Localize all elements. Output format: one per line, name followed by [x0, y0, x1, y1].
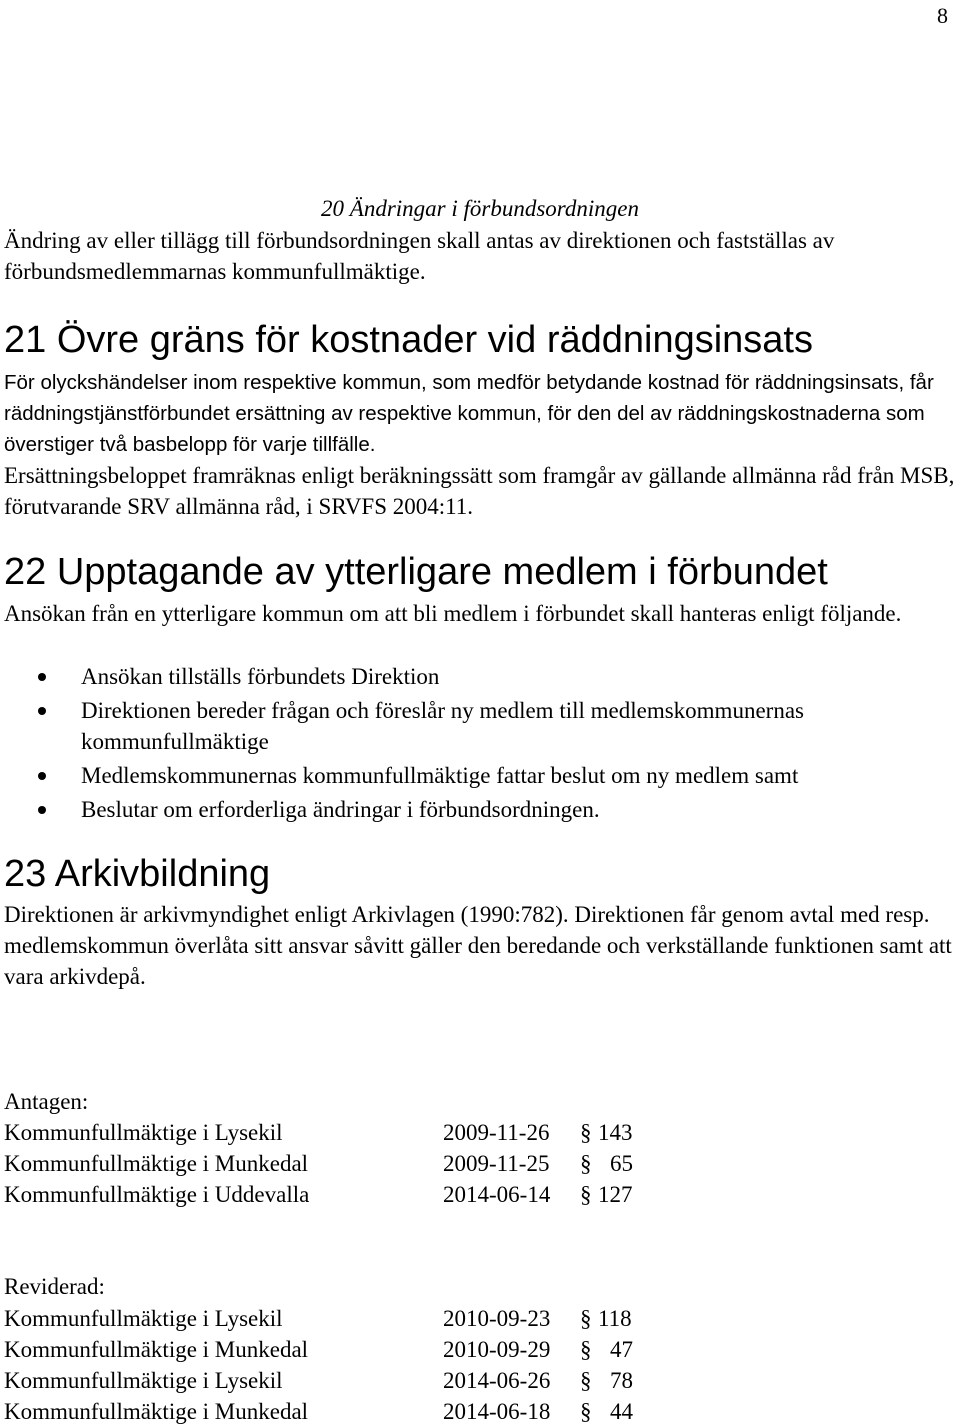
revised-row: [4, 1365, 904, 1396]
revised-body: Kommunfullmäktige i Munkedal: [4, 1399, 309, 1424]
revised-number: 118: [598, 1306, 632, 1331]
bullet-dot-icon: [38, 772, 46, 780]
revised-date: 2014-06-18: [443, 1399, 551, 1424]
adopted-body: Kommunfullmäktige i Munkedal: [4, 1151, 309, 1176]
revised-row: [4, 1334, 904, 1365]
revised-number: 47: [610, 1337, 633, 1362]
section-22-title: 22 Upptagande av ytterligare medlem i förbundet: [4, 551, 828, 593]
adopted-date: 2014-06-14: [443, 1182, 551, 1207]
section-sign: §: [580, 1337, 592, 1362]
bullet-dot-icon: [38, 673, 46, 681]
adopted-number: 127: [598, 1182, 633, 1207]
section-23-body: Direktionen är arkivmyndighet enligt Arkivlagen (1990:782). Direktionen får genom avtal med resp. medlemskommun överlåta sitt ansvar såvitt gäller den beredande och verkställande funktionen samt att vara arkivdepå.: [4, 902, 952, 989]
section-21-body-2: Ersättningsbeloppet framräknas enligt beräkningssätt som framgår av gällande allmänna råd från MSB, förutvarande SRV allmänna råd, i SRVFS 2004:11.: [4, 463, 955, 519]
adopted-heading: Antagen:: [4, 1089, 89, 1114]
bullet-item: [0, 661, 956, 692]
section-sign: §: [580, 1182, 592, 1207]
revised-body: Kommunfullmäktige i Lysekil: [4, 1306, 283, 1331]
revised-row: [4, 1396, 904, 1427]
revised-body: Kommunfullmäktige i Munkedal: [4, 1337, 309, 1362]
bullet-text: Ansökan tillställs förbundets Direktion: [81, 664, 440, 689]
bullet-dot-icon: [38, 806, 46, 814]
section-20-title: 20 Ändringar i förbundsordningen: [321, 196, 639, 221]
adopted-body: Kommunfullmäktige i Uddevalla: [4, 1182, 310, 1207]
adopted-row: [4, 1148, 904, 1179]
bullet-dot-icon: [38, 707, 46, 715]
section-20-body: Ändring av eller tillägg till förbundsordningen skall antas av direktionen och fastställas av förbundsmedlemmarnas kommunfullmäktige.: [4, 228, 835, 284]
adopted-number: 65: [610, 1151, 633, 1176]
section-sign: §: [580, 1399, 592, 1424]
revised-row: [4, 1303, 904, 1334]
revised-number: 78: [610, 1368, 633, 1393]
bullet-text: Direktionen bereder frågan och föreslår ny medlem till medlemskommunernas kommunfullmäktige: [81, 698, 804, 754]
section-21-body: För olyckshändelser inom respektive kommun, som medför betydande kostnad för räddningsinsats, får räddningstjänstförbundet ersättning av respektive kommun, för den del av räddningskostnaderna som överstiger två basbelopp för varje tillfälle.: [4, 371, 934, 456]
adopted-date: 2009-11-26: [443, 1120, 550, 1145]
section-sign: §: [580, 1368, 592, 1393]
section-22-body: Ansökan från en ytterligare kommun om att bli medlem i förbundet skall hanteras enligt följande.: [4, 601, 902, 626]
revised-date: 2010-09-23: [443, 1306, 551, 1331]
section-sign: §: [580, 1120, 592, 1145]
adopted-row: [4, 1179, 904, 1210]
revised-date: 2010-09-29: [443, 1337, 551, 1362]
bullet-text: Medlemskommunernas kommunfullmäktige fattar beslut om ny medlem samt: [81, 763, 799, 788]
bullet-item: [0, 760, 956, 791]
bullet-item: [0, 695, 956, 757]
bullet-item: [0, 794, 956, 825]
section-22-bullet-list: [0, 661, 956, 825]
page-number: 8: [937, 3, 948, 28]
adopted-row: [4, 1117, 904, 1148]
section-sign: §: [580, 1151, 592, 1176]
revised-heading: Reviderad:: [4, 1274, 105, 1299]
adopted-number: 143: [598, 1120, 633, 1145]
adopted-date: 2009-11-25: [443, 1151, 550, 1176]
revised-body: Kommunfullmäktige i Lysekil: [4, 1368, 283, 1393]
section-sign: §: [580, 1306, 592, 1331]
section-23-title: 23 Arkivbildning: [4, 853, 271, 895]
revised-date: 2014-06-26: [443, 1368, 551, 1393]
revised-number: 44: [610, 1399, 633, 1424]
adopted-body: Kommunfullmäktige i Lysekil: [4, 1120, 283, 1145]
bullet-text: Beslutar om erforderliga ändringar i förbundsordningen.: [81, 797, 600, 822]
section-21-title: 21 Övre gräns för kostnader vid räddningsinsats: [4, 319, 813, 361]
